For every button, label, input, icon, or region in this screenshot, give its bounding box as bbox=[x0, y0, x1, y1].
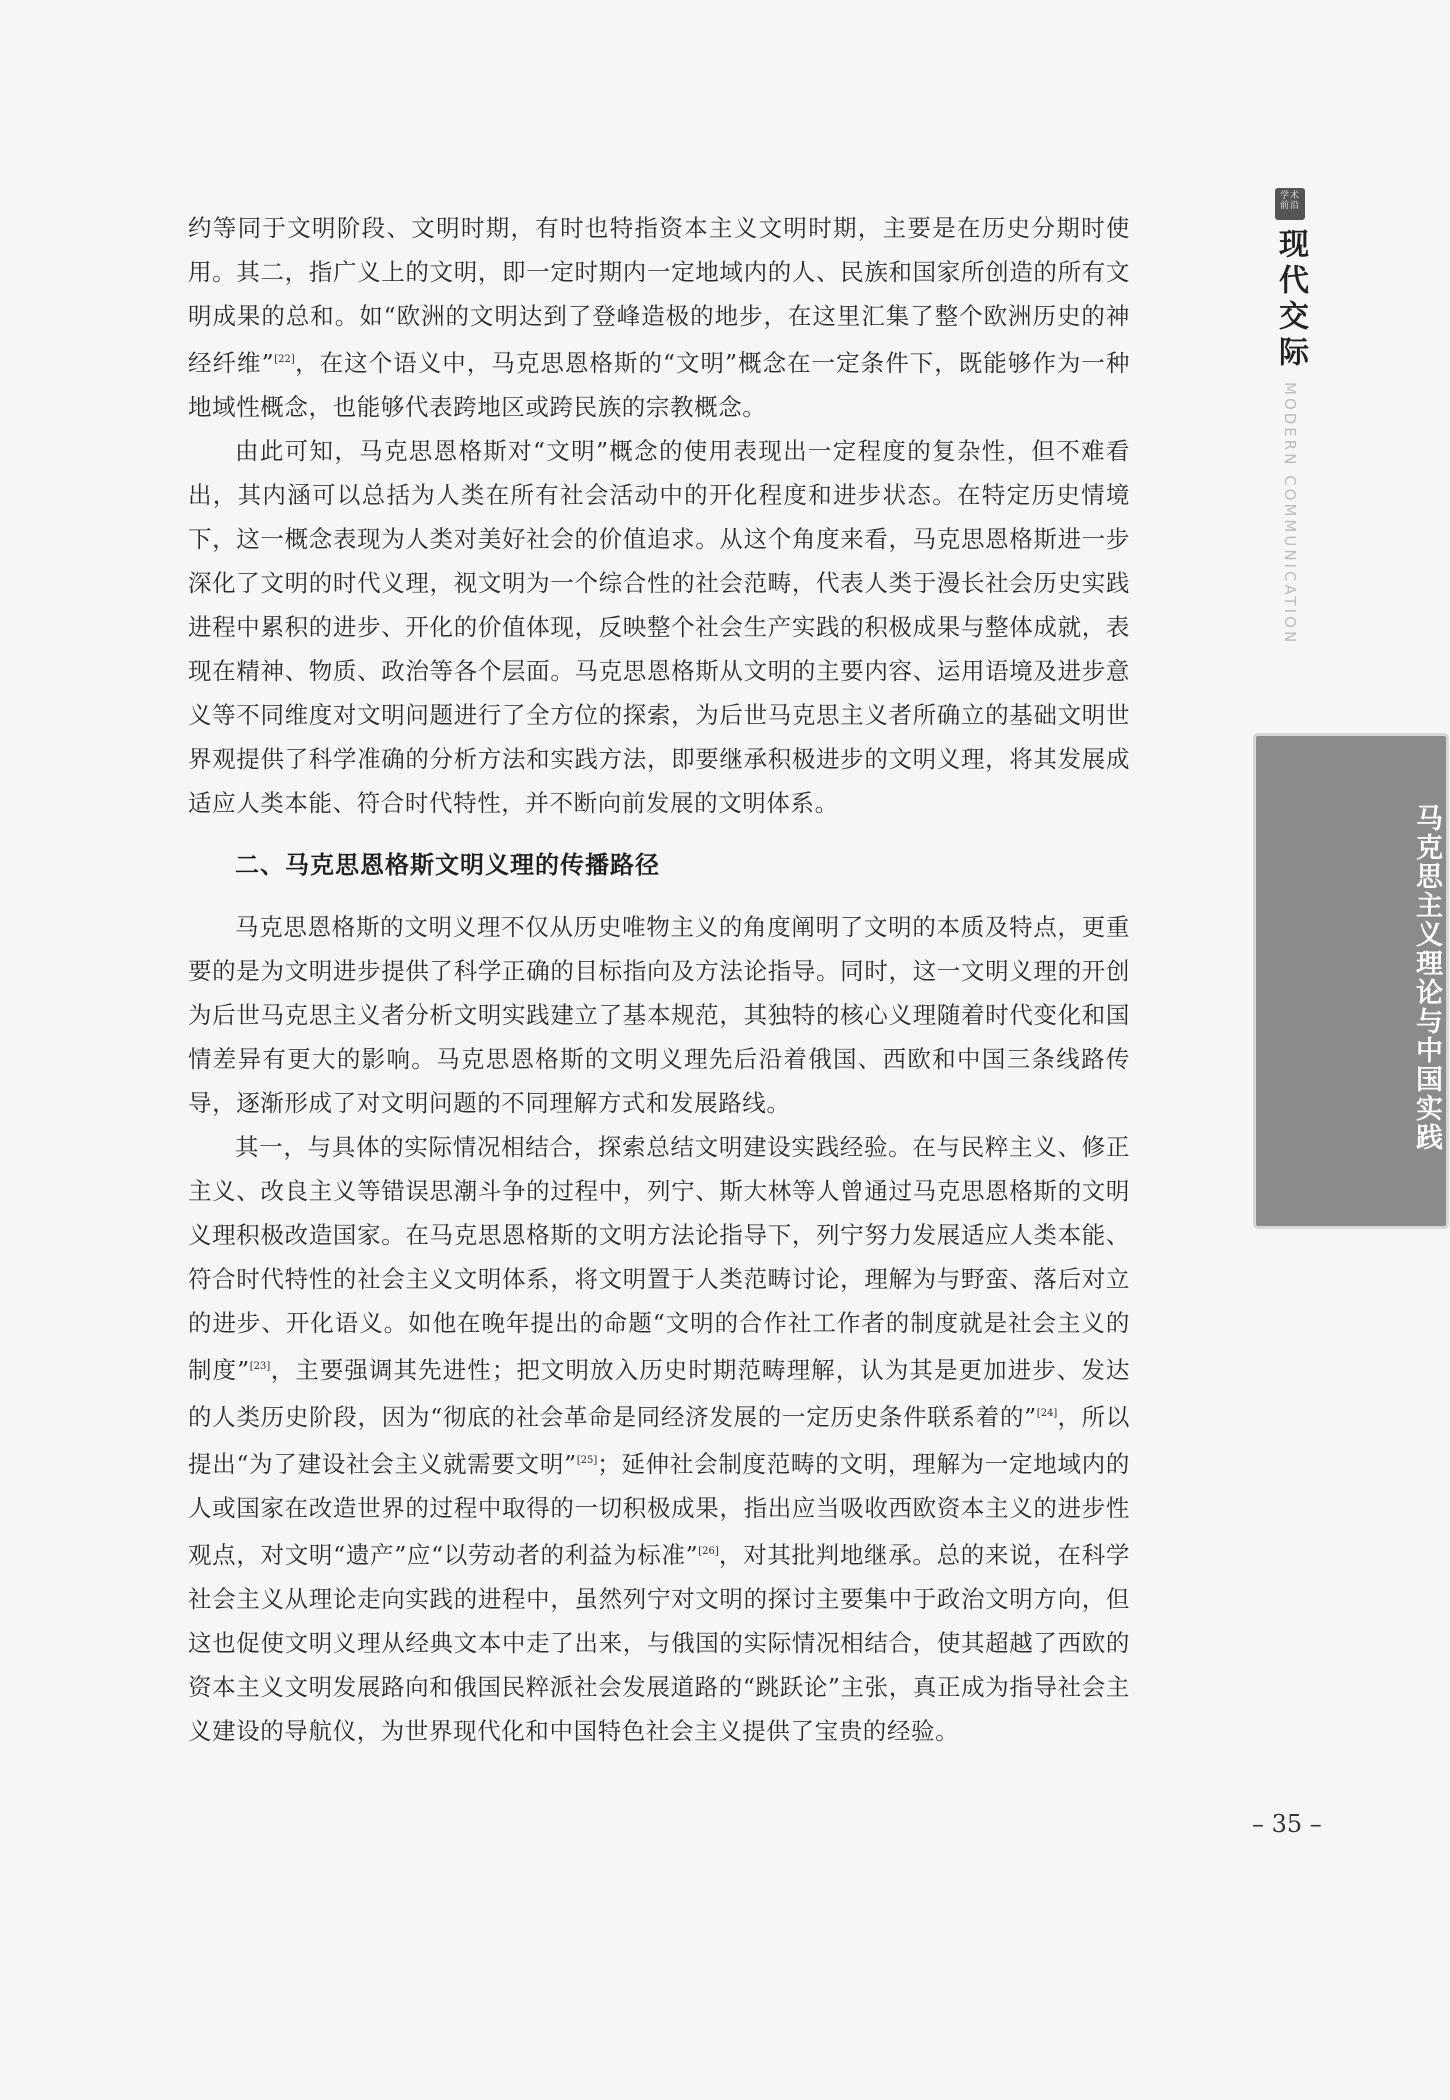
footnote-ref-22[interactable]: [22] bbox=[274, 354, 295, 365]
paragraph-1-text: 约等同于文明阶段、文明时期，有时也特指资本主义文明时期，主要是在历史分期时使用。其二，指广义上的文明，即一定时期内一定地域内的人、民族和国家所创造的所有文明成果的总和。如“欧洲的文明达到了登峰造极的地步，在这里汇集了整个欧洲历史的神经纤维” bbox=[188, 214, 1130, 377]
paragraph-4 bbox=[188, 1125, 1130, 1753]
paragraph-2: 由此可知，马克思恩格斯对“文明”概念的使用表现出一定程度的复杂性，但不难看出，其内涵可以总括为人类在所有社会活动中的开化程度和进步状态。在特定历史情境下，这一概念表现为人类对美好社会的价值追求。从这个角度来看，马克思恩格斯进一步深化了文明的时代义理，视文明为一个综合性的社会范畴，代表人类于漫长社会历史实践进程中累积的进步、开化的价值体现，反映整个社会生产实践的积极成果与整体成就，表现在精神、物质、政治等各个层面。马克思恩格斯从文明的主要内容、运用语境及进步意义等不同维度对文明问题进行了全方位的探索，为后世马克思主义者所确立的基础文明世界观提供了科学准确的分析方法和实践方法，即要继承积极进步的文明义理，将其发展成适应人类本能、符合时代特性，并不断向前发展的文明体系。 bbox=[188, 437, 1130, 817]
journal-title: 现代交际 bbox=[1273, 228, 1308, 372]
footnote-ref-25[interactable]: [25] bbox=[576, 1455, 598, 1466]
paragraph-4-seg-2: ，主要强调其先进性；把文明放入历史时期范畴理解，认为其是更加进步、发达的人类历史阶段，因为“彻底的社会革命是同经济发展的一定历史条件联系着的” bbox=[188, 1356, 1130, 1431]
page-number: – 35 – bbox=[1252, 1810, 1322, 1838]
journal-english-title: MODERN COMMUNICATION bbox=[1281, 382, 1299, 646]
footnote-ref-23[interactable]: [23] bbox=[249, 1361, 271, 1372]
section-heading: 二、马克思恩格斯文明义理的传播路径 bbox=[235, 851, 660, 879]
journal-seal-logo: 学术 前沿 bbox=[1275, 188, 1305, 220]
footnote-ref-26[interactable]: [26] bbox=[698, 1546, 719, 1557]
footnote-ref-24[interactable]: [24] bbox=[1036, 1408, 1058, 1419]
paragraph-3: 马克思恩格斯的文明义理不仅从历史唯物主义的角度阐明了文明的本质及特点，更重要的是为文明进步提供了科学正确的目标指向及方法论指导。同时，这一文明义理的开创为后世马克思主义者分析文明实践建立了基本规范，其独特的核心义理随着时代变化和国情差异有更大的影响。马克思恩格斯的文明义理先后沿着俄国、西欧和中国三条线路传导，逐渐形成了对文明问题的不同理解方式和发展路线。 bbox=[188, 913, 1130, 1117]
paragraph-1 bbox=[188, 206, 1130, 429]
paragraph-4-seg-4: ；延伸社会制度范畴的文明，理解为一定地域内的人或国家在改造世界的过程中取得的一切积极成果，指出应当吸收西欧资本主义的进步性观点，对文明“遗产”应“以劳动者的利益为标准” bbox=[188, 1450, 1130, 1569]
paragraph-4-seg-3: ，所以提出“为了建设社会主义就需要文明” bbox=[188, 1403, 1130, 1478]
journal-brand bbox=[1262, 188, 1318, 645]
article-body bbox=[188, 206, 1130, 1753]
paragraph-4-seg-1: 其一，与具体的实际情况相结合，探索总结文明建设实践经验。在与民粹主义、修正主义、改良主义等错误思潮斗争的过程中，列宁、斯大林等人曾通过马克思恩格斯的文明义理积极改造国家。在马克思恩格斯的文明方法论指导下，列宁努力发展适应人类本能、符合时代特性的社会主义文明体系，将文明置于人类范畴讨论，理解为与野蛮、落后对立的进步、开化语义。如他在晚年提出的命题“文明的合作社工作者的制度就是社会主义的制度” bbox=[188, 1133, 1130, 1384]
paragraph-4-seg-5: ，对其批判地继承。总的来说，在科学社会主义从理论走向实践的进程中，虽然列宁对文明的探讨主要集中于政治文明方向，但这也促使文明义理从经典文本中走了出来，与俄国的实际情况相结合，使其超越了西欧的资本主义文明发展路向和俄国民粹派社会发展道路的“跳跃论”主张，真正成为指导社会主义建设的导航仪，为世界现代化和中国特色社会主义提供了宝贵的经验。 bbox=[188, 1541, 1130, 1745]
paragraph-1-text-cont: ，在这个语义中，马克思恩格斯的“文明”概念在一定条件下，既能够作为一种地域性概念，也能够代表跨地区或跨民族的宗教概念。 bbox=[188, 349, 1130, 421]
section-side-label: 马克思主义理论与中国实践 bbox=[1411, 804, 1442, 1152]
section-side-tab bbox=[1256, 736, 1446, 1226]
